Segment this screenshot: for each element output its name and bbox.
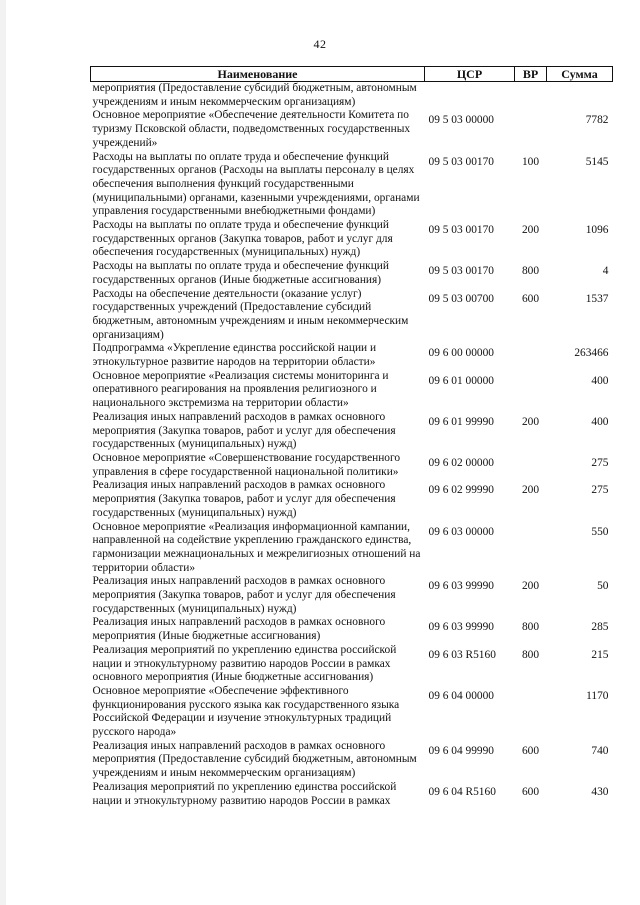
row-sum-cell: 740 xyxy=(591,744,609,757)
row-sum-cell: 5145 xyxy=(585,155,609,168)
table-row xyxy=(91,109,613,150)
row-vr-cell: 200 xyxy=(521,484,540,497)
row-csr-cell: 09 5 03 00170 xyxy=(428,155,494,168)
row-csr-cell: 09 6 03 R5160 xyxy=(428,648,496,661)
row-name-cell: Основное мероприятие «Обеспечение деятельности Комитета по туризму Псковской области, подведомственных государственных учреждений» xyxy=(92,109,411,149)
row-name-cell: Основное мероприятие «Совершенствование государственного управления в сфере государственной национальной политики» xyxy=(92,451,401,478)
row-sum-cell: 285 xyxy=(591,621,609,634)
table-row xyxy=(91,260,613,287)
table-row xyxy=(91,151,613,220)
row-vr-cell: 100 xyxy=(521,155,540,168)
row-name-cell: Расходы на обеспечение деятельности (оказание услуг) государственных учреждений (Предоставление субсидий бюджетным, автономным учреждениям и иным некоммерческим организациям) xyxy=(92,287,409,341)
page-number: 42 xyxy=(313,37,327,51)
row-sum-cell: 1096 xyxy=(585,224,609,237)
table-row xyxy=(91,288,613,343)
row-sum-cell: 550 xyxy=(591,525,609,538)
row-csr-cell: 09 6 02 00000 xyxy=(428,456,494,469)
row-sum-cell: 7782 xyxy=(585,114,609,127)
row-name-cell: Реализация иных направлений расходов в рамках основного мероприятия (Закупка товаров, работ и услуг для обеспечения государственных (муниципальных) нужд) xyxy=(92,410,396,451)
row-name-cell: Расходы на выплаты по оплате труда и обеспечение функций государственных органов (Закупка товаров, работ и услуг для обеспечения государственных (муниципальных) нужд) xyxy=(92,219,393,259)
row-name-cell: Основное мероприятие «Обеспечение эффективного функционирования русского языка как государственного языка Российской Федерации и изучение этнокультурных традиций русского народа» xyxy=(92,684,400,739)
row-name-cell: Основное мероприятие «Реализация информационной кампании, направленной на содействие укреплению гражданского единства, гармонизации межнациональных и межрелигиозных отношений на территории области» xyxy=(92,520,421,574)
header-csr: ЦСР xyxy=(425,67,515,82)
table-row xyxy=(91,616,613,643)
row-csr-cell: 09 6 03 00000 xyxy=(428,525,494,538)
header-sum: Сумма xyxy=(547,67,613,82)
row-vr-cell xyxy=(515,370,547,411)
row-name-cell: Реализация иных направлений расходов в рамках основного мероприятия (Иные бюджетные ассигнования) xyxy=(92,616,386,643)
budget-table-container xyxy=(90,66,612,808)
row-sum-cell: 400 xyxy=(591,415,609,428)
row-name-cell: Реализация иных направлений расходов в рамках основного мероприятия (Закупка товаров, работ и услуг для обеспечения государственных (муниципальных) нужд) xyxy=(92,575,396,615)
row-vr-cell xyxy=(515,685,547,740)
table-row xyxy=(91,411,613,452)
page-margin-shadow xyxy=(0,0,6,905)
table-row xyxy=(91,521,613,576)
row-csr-cell xyxy=(425,82,515,110)
row-sum-cell: 4 xyxy=(602,265,609,278)
row-csr-cell: 09 6 04 99990 xyxy=(428,744,494,757)
row-name-cell: Основное мероприятие «Реализация системы мониторинга и оперативного реагирования на проявления религиозного и национального экстремизма на территории области» xyxy=(92,369,389,410)
row-vr-cell: 800 xyxy=(521,265,540,278)
row-name-cell: Реализация иных направлений расходов в рамках основного мероприятия (Закупка товаров, работ и услуг для обеспечения государственных (муниципальных) нужд) xyxy=(92,479,396,519)
table-row xyxy=(91,82,613,110)
row-vr-cell: 600 xyxy=(521,785,540,798)
row-sum-cell: 263466 xyxy=(574,347,609,360)
row-vr-cell xyxy=(515,109,547,150)
row-csr-cell: 09 5 03 00700 xyxy=(428,292,494,305)
row-csr-cell: 09 5 03 00170 xyxy=(428,224,494,237)
row-name-cell: Расходы на выплаты по оплате труда и обеспечение функций государственных органов (Иные бюджетные ассигнования) xyxy=(92,260,389,286)
row-name-cell: Реализация иных направлений расходов в рамках основного мероприятия (Предоставление субсидий бюджетным, автономным учреждениям и иным некоммерческим организациям) xyxy=(92,739,417,780)
header-name: Наименование xyxy=(91,67,425,82)
row-sum-cell: 215 xyxy=(591,648,609,661)
row-sum-cell: 430 xyxy=(591,785,609,798)
row-csr-cell: 09 6 02 99990 xyxy=(428,484,494,497)
row-csr-cell: 09 6 01 00000 xyxy=(428,374,494,387)
row-vr-cell: 200 xyxy=(521,415,540,428)
table-row xyxy=(91,479,613,520)
row-name-cell: мероприятия (Предоставление субсидий бюджетным, автономным учреждениям и иным некоммерческим организациям) xyxy=(92,82,417,108)
table-row xyxy=(91,740,613,781)
table-row xyxy=(91,781,613,808)
row-csr-cell: 09 6 04 00000 xyxy=(428,689,494,702)
table-row xyxy=(91,452,613,479)
row-sum-cell: 1170 xyxy=(586,689,609,702)
row-vr-cell xyxy=(515,342,547,369)
row-name-cell: Реализация мероприятий по укреплению единства российской нации и этнокультурному развитию народов России в рамках основного мероприятия (Иные бюджетные ассигнования) xyxy=(92,643,397,684)
row-sum-cell: 50 xyxy=(597,580,609,593)
table-row xyxy=(91,644,613,685)
header-vr: ВР xyxy=(515,67,547,82)
row-csr-cell: 09 5 03 00000 xyxy=(428,114,494,127)
row-vr-cell: 800 xyxy=(521,648,540,661)
budget-table xyxy=(90,66,613,808)
table-header-row xyxy=(91,67,613,82)
row-name-cell: Реализация мероприятий по укреплению единства российской нации и этнокультурному развитию народов России в рамках xyxy=(92,780,397,807)
row-sum-cell xyxy=(547,82,613,110)
row-vr-cell: 600 xyxy=(521,292,540,305)
row-sum-cell: 1537 xyxy=(585,292,609,305)
table-row xyxy=(91,370,613,411)
row-csr-cell: 09 6 03 99990 xyxy=(428,580,494,593)
table-row xyxy=(91,219,613,260)
row-csr-cell: 09 6 01 99990 xyxy=(428,415,494,428)
row-vr-cell: 600 xyxy=(521,744,540,757)
row-csr-cell: 09 6 03 99990 xyxy=(428,621,494,634)
table-row xyxy=(91,342,613,369)
row-csr-cell: 09 5 03 00170 xyxy=(428,265,494,278)
table-body xyxy=(91,82,613,809)
row-vr-cell xyxy=(515,521,547,576)
row-vr-cell xyxy=(515,82,547,110)
row-sum-cell: 275 xyxy=(591,456,609,469)
row-csr-cell: 09 6 00 00000 xyxy=(428,347,494,360)
row-name-cell: Расходы на выплаты по оплате труда и обеспечение функций государственных органов (Расходы на выплаты персоналу в целях обеспечения выполнения функций государственными (муниципальными) органами, казенными учреждениями, органами управления государственными внебюджетными фондами) xyxy=(92,150,420,218)
row-csr-cell: 09 6 04 R5160 xyxy=(428,785,496,798)
row-vr-cell xyxy=(515,452,547,479)
row-vr-cell: 200 xyxy=(521,224,540,237)
row-sum-cell: 275 xyxy=(591,484,609,497)
row-name-cell: Подпрограмма «Укрепление единства российской нации и этнокультурное развитие народов на территории области» xyxy=(92,342,377,369)
row-vr-cell: 800 xyxy=(521,621,540,634)
table-row xyxy=(91,685,613,740)
row-sum-cell: 400 xyxy=(591,374,609,387)
row-vr-cell: 200 xyxy=(521,580,540,593)
table-row xyxy=(91,575,613,616)
